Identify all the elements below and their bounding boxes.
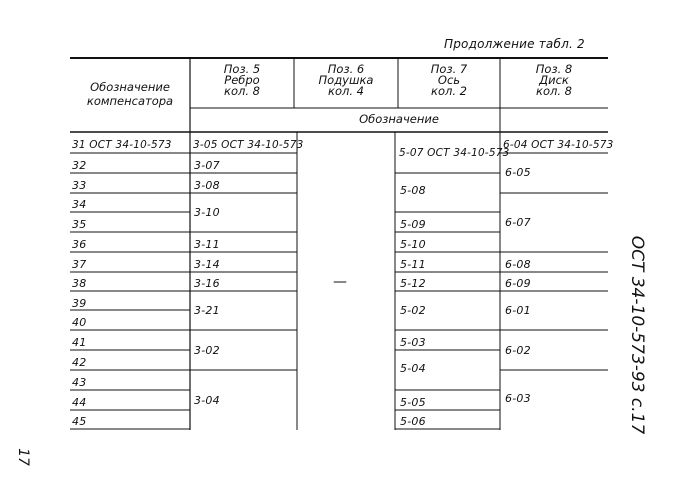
disc-designation: 6-03	[505, 392, 531, 405]
disc-designation: 6-05	[505, 166, 531, 179]
rib-designation: 3-16	[194, 277, 220, 290]
row-designation: 33	[72, 179, 87, 192]
header-pos6: Поз. 6 Подушка кол. 4	[318, 62, 374, 98]
row-designation: 38	[72, 277, 87, 290]
header-pos5: Поз. 5 Ребро кол. 8	[223, 62, 261, 98]
axis-designation: 5-10	[400, 238, 426, 251]
axis-designation: 5-08	[400, 184, 426, 197]
rib-designation: 3-08	[194, 179, 220, 192]
row-designation: 36	[72, 238, 87, 251]
row-designation: 35	[72, 218, 87, 231]
rib-designation: 3-14	[194, 258, 220, 271]
axis-designation: 5-06	[400, 415, 426, 428]
axis-designation: 5-09	[400, 218, 426, 231]
row-designation: 40	[72, 316, 87, 329]
row-designation: 31 ОСТ 34-10-573	[72, 139, 172, 151]
disc-designation: 6-04 ОСТ 34-10-573	[503, 139, 614, 151]
disc-designation: 6-02	[505, 344, 531, 357]
axis-designation: 5-05	[400, 396, 426, 409]
axis-designation: 5-11	[400, 258, 426, 271]
row-designation: 37	[72, 258, 87, 271]
rib-designation: 3-10	[194, 206, 220, 219]
row-designation: 44	[72, 396, 87, 409]
row-designation: 34	[72, 198, 87, 211]
rib-designation: 3-21	[194, 304, 220, 317]
disc-designation: 6-08	[505, 258, 531, 271]
axis-designation: 5-04	[400, 362, 426, 375]
header-designation: Обозначение компенсатора	[86, 80, 174, 108]
page-number: 17	[14, 448, 31, 466]
row-designation: 42	[72, 356, 87, 369]
rib-designation: 3-05 ОСТ 34-10-573	[193, 139, 304, 151]
row-designation: 39	[72, 297, 87, 310]
axis-designation: 5-03	[400, 336, 426, 349]
disc-designation: 6-09	[505, 277, 531, 290]
pad-designation-dash: —	[333, 274, 348, 290]
rib-designation: 3-07	[194, 159, 220, 172]
rib-designation: 3-02	[194, 344, 220, 357]
header-pos7: Поз. 7 Ось кол. 2	[430, 62, 468, 98]
document-side-stamp: ОСТ 34-10-573-93 с.17	[627, 235, 647, 435]
rib-designation: 3-04	[194, 394, 220, 407]
row-designation: 41	[72, 336, 87, 349]
row-designation: 43	[72, 376, 87, 389]
axis-designation: 5-02	[400, 304, 426, 317]
row-designation: 45	[72, 415, 87, 428]
row-designation: 32	[72, 159, 87, 172]
axis-designation: 5-12	[400, 277, 426, 290]
rib-designation: 3-11	[194, 238, 220, 251]
header-pos8: Поз. 8 Диск кол. 8	[535, 62, 573, 98]
disc-designation: 6-07	[505, 216, 531, 229]
table-continuation-caption: Продолжение табл. 2	[444, 37, 585, 51]
header-subheader: Обозначение	[359, 112, 439, 126]
disc-designation: 6-01	[505, 304, 531, 317]
axis-designation: 5-07 ОСТ 34-10-573	[399, 147, 510, 159]
